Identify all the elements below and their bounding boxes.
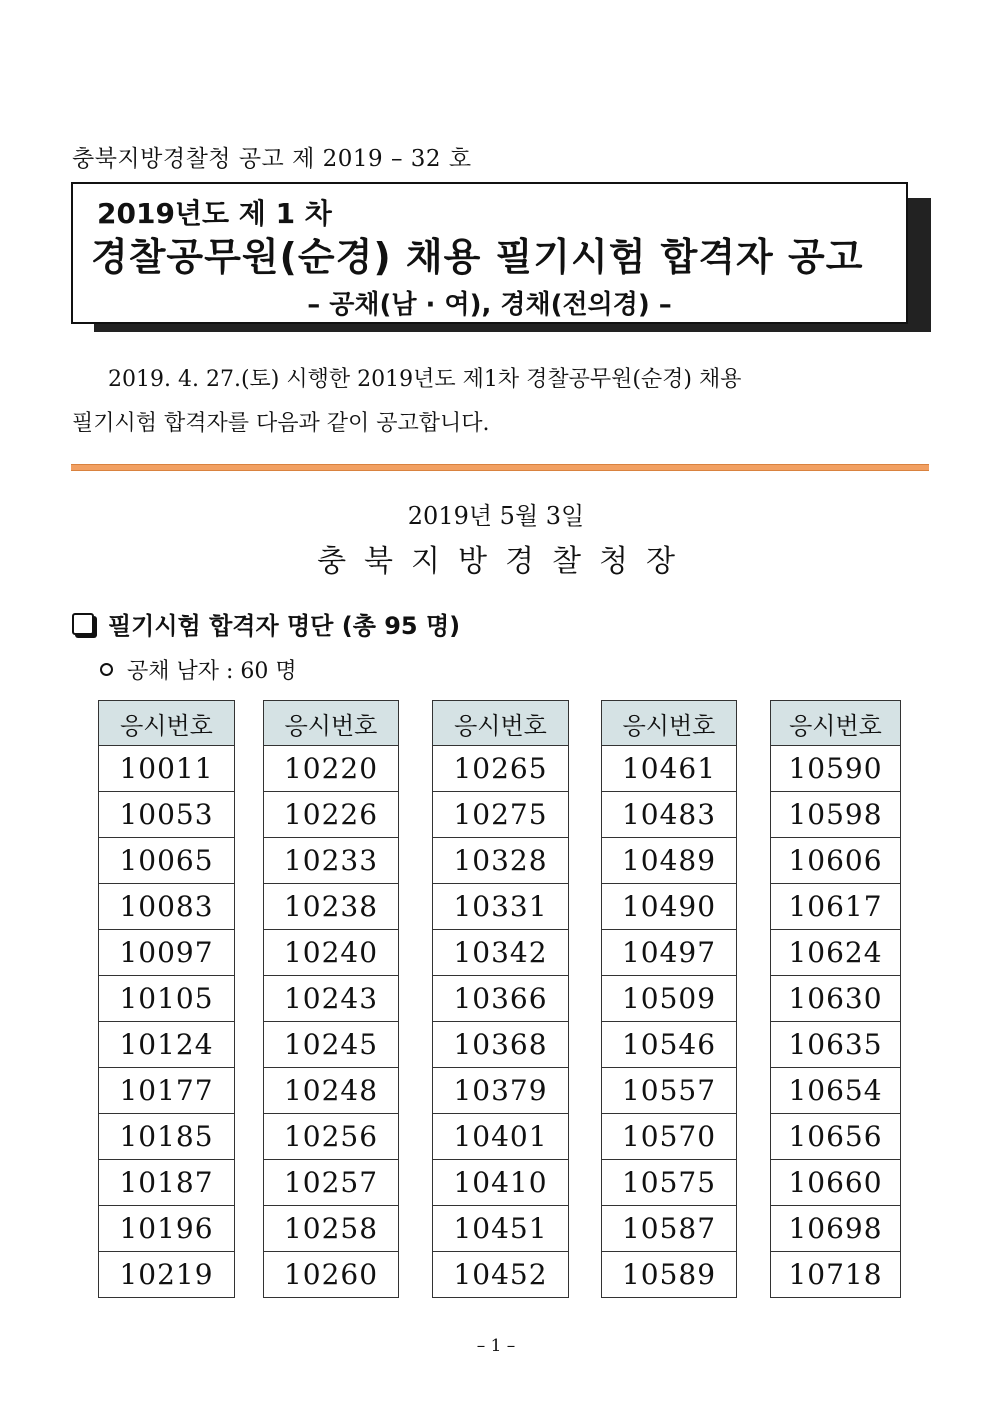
candidate-number-cell: 10256 xyxy=(264,1114,399,1160)
candidate-number-cell: 10656 xyxy=(771,1114,901,1160)
candidate-number-cell: 10589 xyxy=(602,1252,737,1298)
table-row xyxy=(264,976,399,1022)
table-row xyxy=(99,1068,235,1114)
table-header-row xyxy=(99,701,235,746)
table-row xyxy=(264,930,399,976)
table-row xyxy=(602,1252,737,1298)
announcement-date: 2019년 5월 3일 xyxy=(407,502,585,530)
table-row xyxy=(433,930,569,976)
candidate-number-cell: 10509 xyxy=(602,976,737,1022)
table-row xyxy=(602,1114,737,1160)
candidate-number-cell: 10342 xyxy=(433,930,569,976)
table-row xyxy=(99,976,235,1022)
candidate-number-cell: 10557 xyxy=(602,1068,737,1114)
candidate-number-cell: 10630 xyxy=(771,976,901,1022)
intro-line-1: 2019. 4. 27.(토) 시행한 2019년도 제1차 경찰공무원(순경) 채용 xyxy=(108,367,742,392)
candidate-number-cell: 10053 xyxy=(99,792,235,838)
candidate-number-cell: 10258 xyxy=(264,1206,399,1252)
table-row xyxy=(433,1022,569,1068)
table-header-row xyxy=(771,701,901,746)
issuer-name: 충북지방경찰청장 xyxy=(317,544,693,579)
candidate-number-cell: 10328 xyxy=(433,838,569,884)
table-row xyxy=(264,746,399,792)
candidate-number-cell: 10617 xyxy=(771,884,901,930)
table-row xyxy=(264,1160,399,1206)
table-row xyxy=(433,838,569,884)
section-title: 필기시험 합격자 명단 (총 95 명) xyxy=(108,612,461,640)
candidate-number-cell: 10331 xyxy=(433,884,569,930)
table-row xyxy=(264,838,399,884)
table-row xyxy=(602,1022,737,1068)
title-box xyxy=(71,182,908,324)
table-row xyxy=(602,746,737,792)
candidate-number-cell: 10124 xyxy=(99,1022,235,1068)
table-row xyxy=(264,1206,399,1252)
candidate-number-cell: 10275 xyxy=(433,792,569,838)
table-row xyxy=(99,792,235,838)
table-header-row xyxy=(602,701,737,746)
table-row xyxy=(433,1206,569,1252)
candidate-number-cell: 10587 xyxy=(602,1206,737,1252)
candidate-number-cell: 10698 xyxy=(771,1206,901,1252)
candidate-number-cell: 10490 xyxy=(602,884,737,930)
table-header-row xyxy=(264,701,399,746)
candidate-number-cell: 10368 xyxy=(433,1022,569,1068)
table-row xyxy=(433,1114,569,1160)
table-row xyxy=(433,976,569,1022)
column-header: 응시번호 xyxy=(433,701,569,746)
subsection-heading xyxy=(100,654,297,685)
column-header: 응시번호 xyxy=(771,701,901,746)
candidate-number-cell: 10606 xyxy=(771,838,901,884)
candidate-number-cell: 10105 xyxy=(99,976,235,1022)
candidate-table xyxy=(263,700,399,1298)
table-row xyxy=(602,1160,737,1206)
candidate-number-cell: 10187 xyxy=(99,1160,235,1206)
table-row xyxy=(433,792,569,838)
table-row xyxy=(771,884,901,930)
candidate-number-cell: 10257 xyxy=(264,1160,399,1206)
candidate-number-cell: 10219 xyxy=(99,1252,235,1298)
table-row xyxy=(99,884,235,930)
candidate-number-cell: 10097 xyxy=(99,930,235,976)
candidate-number-cell: 10654 xyxy=(771,1068,901,1114)
column-header: 응시번호 xyxy=(602,701,737,746)
table-row xyxy=(433,1068,569,1114)
table-row xyxy=(602,976,737,1022)
table-row xyxy=(602,884,737,930)
column-header: 응시번호 xyxy=(264,701,399,746)
candidate-number-cell: 10177 xyxy=(99,1068,235,1114)
candidate-number-cell: 10233 xyxy=(264,838,399,884)
candidate-number-cell: 10624 xyxy=(771,930,901,976)
table-header-row xyxy=(433,701,569,746)
page-title: 경찰공무원(순경) 채용 필기시험 합격자 공고 xyxy=(91,235,864,279)
candidate-number-cell: 10489 xyxy=(602,838,737,884)
table-row xyxy=(602,1206,737,1252)
intro-paragraph xyxy=(72,358,892,446)
candidate-number-cell: 10238 xyxy=(264,884,399,930)
table-row xyxy=(433,884,569,930)
table-row xyxy=(771,746,901,792)
candidate-number-cell: 10083 xyxy=(99,884,235,930)
candidate-number-cell: 10196 xyxy=(99,1206,235,1252)
intro-line-2: 필기시험 합격자를 다음과 같이 공고합니다. xyxy=(72,411,490,436)
candidate-number-cell: 10401 xyxy=(433,1114,569,1160)
table-row xyxy=(433,746,569,792)
candidate-number-cell: 10248 xyxy=(264,1068,399,1114)
table-row xyxy=(771,930,901,976)
table-row xyxy=(99,1206,235,1252)
candidate-table xyxy=(770,700,901,1298)
notice-number: 충북지방경찰청 공고 제 2019 – 32 호 xyxy=(72,146,472,172)
candidate-number-cell: 10379 xyxy=(433,1068,569,1114)
table-row xyxy=(771,1068,901,1114)
table-row xyxy=(433,1252,569,1298)
candidate-number-cell: 10245 xyxy=(264,1022,399,1068)
table-row xyxy=(433,1160,569,1206)
table-row xyxy=(264,884,399,930)
section-heading xyxy=(72,606,460,641)
candidate-number-cell: 10718 xyxy=(771,1252,901,1298)
candidate-number-cell: 10451 xyxy=(433,1206,569,1252)
candidate-number-cell: 10226 xyxy=(264,792,399,838)
candidate-number-cell: 10660 xyxy=(771,1160,901,1206)
candidate-number-cell: 10483 xyxy=(602,792,737,838)
candidate-number-cell: 10575 xyxy=(602,1160,737,1206)
table-row xyxy=(99,838,235,884)
candidate-number-cell: 10410 xyxy=(433,1160,569,1206)
candidate-number-cell: 10243 xyxy=(264,976,399,1022)
table-row xyxy=(602,930,737,976)
candidate-number-cell: 10366 xyxy=(433,976,569,1022)
candidate-number-cell: 10546 xyxy=(602,1022,737,1068)
table-row xyxy=(99,746,235,792)
table-row xyxy=(264,1068,399,1114)
candidate-number-cell: 10590 xyxy=(771,746,901,792)
candidate-number-cell: 10065 xyxy=(99,838,235,884)
table-row xyxy=(264,1022,399,1068)
table-row xyxy=(771,976,901,1022)
candidate-number-cell: 10185 xyxy=(99,1114,235,1160)
candidate-number-cell: 10452 xyxy=(433,1252,569,1298)
table-row xyxy=(99,1114,235,1160)
candidate-table xyxy=(98,700,235,1298)
title-subtitle: – 공채(남 · 여), 경채(전의경) – xyxy=(307,290,672,320)
divider-rule xyxy=(71,464,929,471)
circle-bullet-icon xyxy=(100,663,113,676)
candidate-number-cell: 10461 xyxy=(602,746,737,792)
table-row xyxy=(99,1022,235,1068)
subsection-title: 공채 남자 : 60 명 xyxy=(127,659,297,684)
candidate-table xyxy=(432,700,569,1298)
table-row xyxy=(771,1252,901,1298)
candidate-number-cell: 10598 xyxy=(771,792,901,838)
table-row xyxy=(771,1160,901,1206)
page-number: – 1 – xyxy=(476,1336,516,1356)
checkbox-icon xyxy=(72,613,94,635)
candidate-table xyxy=(601,700,737,1298)
candidate-number-cell: 10497 xyxy=(602,930,737,976)
candidate-number-cell: 10260 xyxy=(264,1252,399,1298)
title-round: 2019년도 제 1 차 xyxy=(97,197,332,230)
table-row xyxy=(264,1114,399,1160)
candidate-number-cell: 10011 xyxy=(99,746,235,792)
table-row xyxy=(771,1114,901,1160)
table-row xyxy=(99,1160,235,1206)
table-row xyxy=(771,838,901,884)
table-row xyxy=(99,1252,235,1298)
candidate-number-cell: 10570 xyxy=(602,1114,737,1160)
table-row xyxy=(99,930,235,976)
candidate-number-cell: 10635 xyxy=(771,1022,901,1068)
table-row xyxy=(771,1206,901,1252)
table-row xyxy=(602,1068,737,1114)
candidate-number-cell: 10240 xyxy=(264,930,399,976)
table-row xyxy=(771,792,901,838)
candidate-number-cell: 10265 xyxy=(433,746,569,792)
table-row xyxy=(264,792,399,838)
column-header: 응시번호 xyxy=(99,701,235,746)
table-row xyxy=(264,1252,399,1298)
table-row xyxy=(771,1022,901,1068)
table-row xyxy=(602,838,737,884)
table-row xyxy=(602,792,737,838)
candidate-number-cell: 10220 xyxy=(264,746,399,792)
